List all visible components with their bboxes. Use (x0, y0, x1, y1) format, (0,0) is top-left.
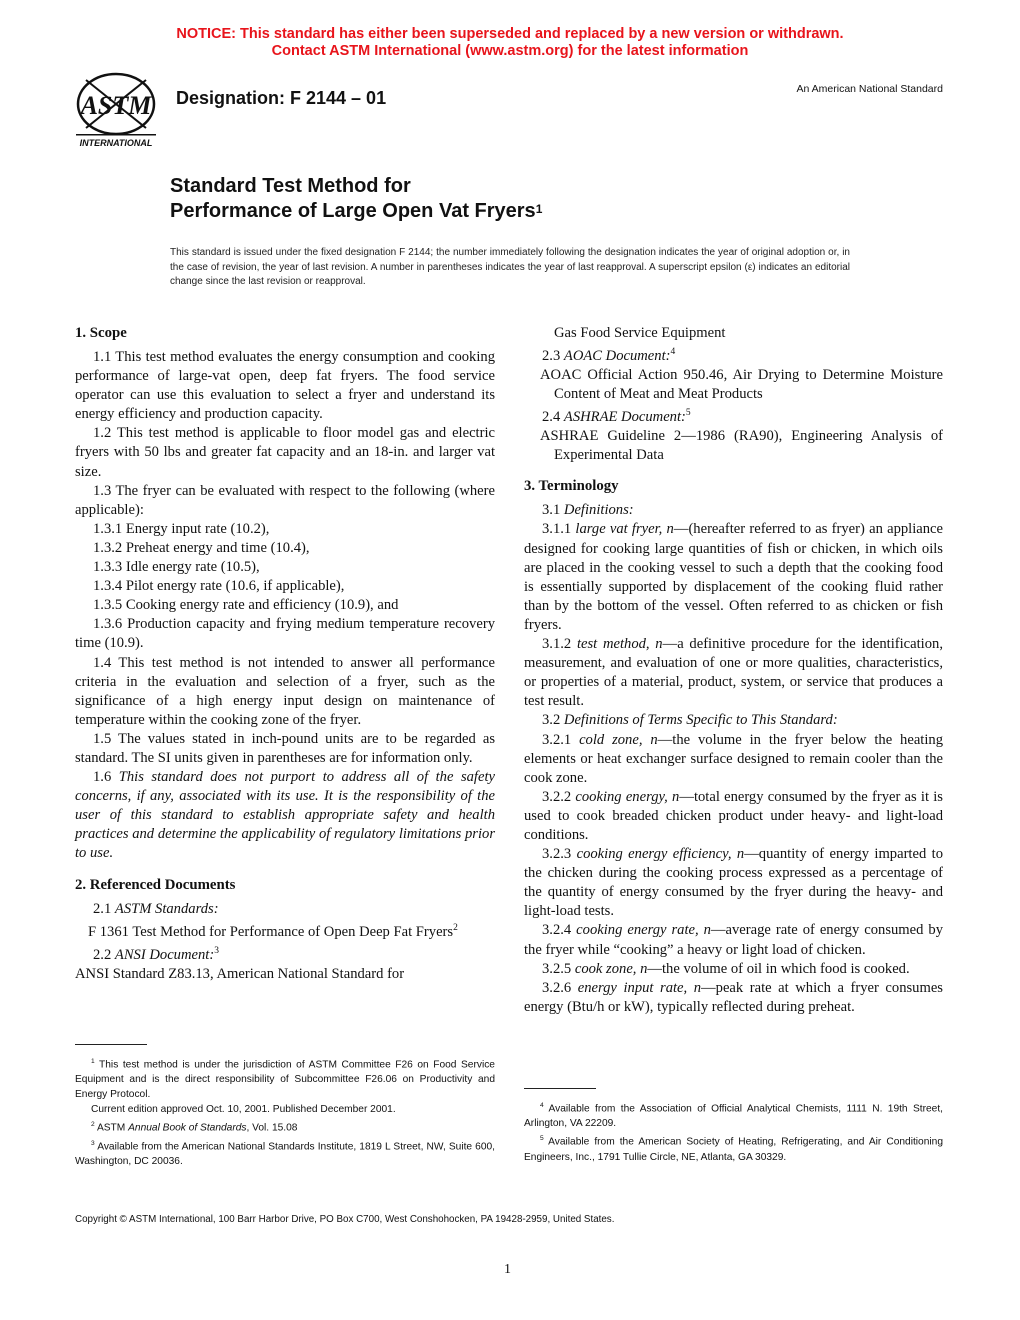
ref-doc-f1361-text: F 1361 Test Method for Performance of Open Deep Fat Fryers (88, 923, 454, 940)
para-3-2-2 (524, 788, 943, 845)
ref-doc-ashrae: ASHRAE Guideline 2—1986 (RA90), Engineering Analysis of Experimental Data (540, 428, 943, 464)
para-3-1-2-num: 3.1.2 (542, 636, 572, 653)
para-3-1-1-num: 3.1.1 (542, 521, 572, 538)
ref-doc-ansi-continued: Gas Food Service Equipment (554, 325, 726, 341)
para-2-3-num: 2.3 (542, 347, 561, 364)
footnotes-left (75, 1054, 495, 1169)
para-3-2-3-text: —quantity of energy imparted to the chicken during the cooking process expressed as a percentage of the quantity of energy consumed by the fryer during the heavy- and light-load tests. (524, 846, 943, 920)
footnote-1 (75, 1054, 495, 1102)
footnote-1-sup: 1 (91, 1058, 95, 1065)
para-3-2-2-term: cooking energy, n (575, 788, 680, 805)
ref-doc-f1361-sup: 2 (453, 922, 458, 933)
issuance-statement: This standard is issued under the fixed designation F 2144; the number immediately following the designation indicates the year of original adoption or, in the case of revision, the year of last revision. A number in parentheses indicates the year of last reapproval. A superscript epsilon (ε) indicates an editorial change since the last revision or reapproval. (170, 247, 850, 287)
para-2-1-text: ASTM Standards: (114, 900, 219, 917)
para-2-3 (524, 343, 943, 366)
para-3-2-6 (524, 979, 943, 1017)
para-3-2-4-text: —average rate of energy consumed by the fryer while “cooking” a heavy or light load of chicken. (524, 922, 943, 958)
para-2-1-num: 2.1 (93, 900, 112, 917)
para-3-2 (524, 711, 943, 730)
para-3-2-num: 3.2 (542, 712, 561, 729)
para-3-2-5-text: —the volume of oil in which food is cooked. (647, 960, 910, 977)
para-1-3-2: 1.3.2 Preheat energy and time (10.4), (93, 539, 310, 556)
title-line-1: Standard Test Method for (170, 175, 411, 197)
para-3-2-5-term: cook zone, n (574, 960, 648, 977)
para-1-6 (75, 768, 495, 863)
astm-logo (70, 70, 162, 152)
astm-logo-text: ASTM (80, 91, 152, 120)
para-3-2-1 (524, 731, 943, 788)
ref-doc-aoac: AOAC Official Action 950.46, Air Drying to Determine Moisture Content of Meat and Meat Products (540, 367, 943, 403)
footnote-5-sup: 5 (540, 1135, 544, 1143)
para-3-2-4-num: 3.2.4 (542, 922, 572, 939)
footnote-3-sup: 3 (91, 1139, 95, 1147)
footnote-rule-right (524, 1088, 596, 1089)
para-1-6-num: 1.6 (93, 769, 112, 786)
para-3-2-3-term: cooking energy efficiency, n (576, 846, 745, 863)
para-2-2-text: ANSI Document: (114, 946, 215, 963)
para-3-2-6-term: energy input rate, n (577, 979, 702, 996)
para-2-4-text: ASHRAE Document: (563, 409, 686, 426)
para-3-2-1-term: cold zone, n (579, 731, 658, 748)
para-1-3-3: 1.3.3 Idle energy rate (10.5), (93, 559, 260, 576)
para-3-2-3-num: 3.2.3 (542, 846, 572, 863)
para-2-2 (75, 942, 495, 965)
para-3-2-6-num: 3.2.6 (542, 979, 572, 996)
para-2-4-num: 2.4 (542, 409, 561, 426)
para-3-1-2-text: —a definitive procedure for the identification, measurement, and evaluation of one or more qualities, characteristics, or properties of a material, product, system, or service that produces a test result. (524, 636, 943, 710)
notice-line-2: Contact ASTM International (www.astm.org) for the latest information (271, 43, 749, 59)
ref-doc-ansi: ANSI Standard Z83.13, American National Standard for (75, 965, 405, 982)
para-3-2-6-text: —peak rate at which a fryer consumes energy (Btu/h or kW), typically reflected during preheat. (524, 979, 943, 1015)
para-3-2-3 (524, 845, 943, 921)
para-2-2-num: 2.2 (93, 946, 112, 963)
document-title (170, 174, 542, 224)
para-1-3-6: 1.3.6 Production capacity and frying medium temperature recovery time (10.9). (75, 616, 495, 652)
para-3-2-text: Definitions of Terms Specific to This Standard: (563, 712, 838, 729)
title-footnote-ref: 1 (535, 202, 543, 216)
para-3-2-1-num: 3.2.1 (542, 731, 572, 748)
section-heading-referenced-documents: 2. Referenced Documents (75, 876, 236, 893)
notice-line-1: NOTICE: This standard has either been superseded and replaced by a new version or withdrawn. (176, 26, 844, 42)
para-3-2-1-text: —the volume in the fryer below the heating elements or heat exchanger surface designed to remain cooler than the cook zone. (524, 731, 944, 786)
section-heading-scope: 1. Scope (75, 325, 127, 341)
para-3-1-1-text: —(hereafter referred to as fryer) an appliance designed for cooking large quantities of fish or chicken, in which oils are placed in the cooking vessel to such a depth that the cooking food is essentially supported by displacement of the cooking fluid rather than by the bottom of the vessel. Often referred to as chicken or fish fryers. (524, 521, 943, 633)
right-column (524, 324, 943, 1017)
footnote-2-a: ASTM (96, 1122, 129, 1134)
footnote-5 (524, 1131, 943, 1164)
para-1-3-5: 1.3.5 Cooking energy rate and efficiency (10.9), and (93, 597, 399, 614)
copyright: Copyright © ASTM International, 100 Barr Harbor Drive, PO Box C700, West Conshohocken, PA 19428-2959, United States. (75, 1214, 615, 1225)
para-2-3-text: AOAC Document: (563, 347, 671, 364)
para-2-1 (75, 900, 495, 919)
para-1-2: 1.2 This test method is applicable to floor model gas and electric fryers with 50 lbs and greater fat capacity and an 18-in. and larger vat size. (75, 425, 495, 480)
footnote-2-c: , Vol. 15.08 (246, 1122, 298, 1134)
footnotes-right (524, 1098, 943, 1165)
designation: Designation: F 2144 – 01 (176, 88, 387, 108)
para-1-6-text: This standard does not purport to address all of the safety concerns, if any, associated with its use. It is the responsibility of the user of this standard to establish appropriate safety and health practices and determine the applicability of regulatory limitations prior to use. (75, 769, 495, 862)
footnote-3 (75, 1136, 495, 1169)
american-national-standard: An American National Standard (796, 83, 943, 95)
page-number: 1 (504, 1262, 511, 1277)
para-3-1-2 (524, 635, 943, 711)
footnote-3-text: Available from the American National Standards Institute, 1819 L Street, NW, Suite 600, Washington, DC 20036. (75, 1141, 495, 1168)
footnote-5-text: Available from the American Society of Heating, Refrigerating, and Air Conditioning Engineers, Inc., 1791 Tullie Circle, NE, Atlanta, GA 30329. (524, 1136, 943, 1163)
para-3-1-1-term: large vat fryer, n (575, 521, 674, 538)
para-2-4 (524, 404, 943, 427)
para-3-2-4-term: cooking energy rate, n (576, 922, 711, 939)
footnote-2 (75, 1117, 495, 1135)
para-3-1-text: Definitions: (563, 502, 634, 519)
para-1-3-1: 1.3.1 Energy input rate (10.2), (93, 520, 270, 537)
ref-doc-f1361 (75, 919, 495, 942)
footnote-rule-left (75, 1044, 147, 1045)
para-1-1: 1.1 This test method evaluates the energy consumption and cooking performance of large-vat open, deep fat fryers. The food service operator can use this evaluation to select a fryer and understand its energy efficiency and production capacity. (75, 349, 495, 423)
footnote-1-text: This test method is under the jurisdiction of ASTM Committee F26 on Food Service Equipment and is the direct responsibility of Subcommittee F26.06 on Productivity and Energy Protocol. (75, 1059, 495, 1101)
footnote-2-b: Annual Book of Standards (128, 1122, 247, 1134)
para-3-1-2-term: test method, n (576, 636, 663, 653)
para-3-2-5 (524, 960, 943, 979)
footnote-2-sup: 2 (91, 1121, 95, 1129)
title-line-2-text: Performance of Large Open Vat Fryers (170, 200, 536, 222)
footnote-1-edition: Current edition approved Oct. 10, 2001. Published December 2001. (91, 1104, 396, 1116)
footnote-4-sup: 4 (540, 1102, 544, 1109)
para-3-2-2-num: 3.2.2 (542, 788, 572, 805)
astm-logo-subtext: INTERNATIONAL (79, 138, 153, 148)
para-3-1-1 (524, 520, 943, 635)
para-1-3-4: 1.3.4 Pilot energy rate (10.6, if applicable), (93, 578, 345, 595)
withdrawal-notice (0, 26, 1020, 60)
para-2-2-sup: 3 (214, 945, 219, 956)
footnote-4-text: Available from the Association of Official Analytical Chemists, 1111 N. 19th Street, Arlington, VA 22209. (524, 1103, 943, 1130)
footnote-4 (524, 1098, 943, 1131)
para-1-3: 1.3 The fryer can be evaluated with respect to the following (where applicable): (75, 482, 495, 518)
para-3-2-5-num: 3.2.5 (542, 960, 572, 977)
para-2-4-sup: 5 (685, 408, 691, 419)
para-3-1 (524, 501, 943, 520)
para-3-2-4 (524, 921, 943, 959)
title-line-2 (170, 199, 542, 224)
section-heading-terminology: 3. Terminology (524, 478, 619, 495)
para-3-2-2-text: —total energy consumed by the fryer as it is used to cook breaded chicken product under heavy- and light-load conditions. (524, 788, 943, 843)
left-column (75, 324, 495, 984)
para-2-3-sup: 4 (670, 347, 676, 358)
para-1-5: 1.5 The values stated in inch-pound units are to be regarded as standard. The SI units given in parentheses are for information only. (75, 730, 495, 766)
para-3-1-num: 3.1 (542, 502, 561, 519)
para-1-4: 1.4 This test method is not intended to answer all performance criteria in the evaluation and selection of a fryer, such as the significance of a high energy input design on maintenance of temperature within the cooking zone of the fryer. (75, 654, 495, 728)
